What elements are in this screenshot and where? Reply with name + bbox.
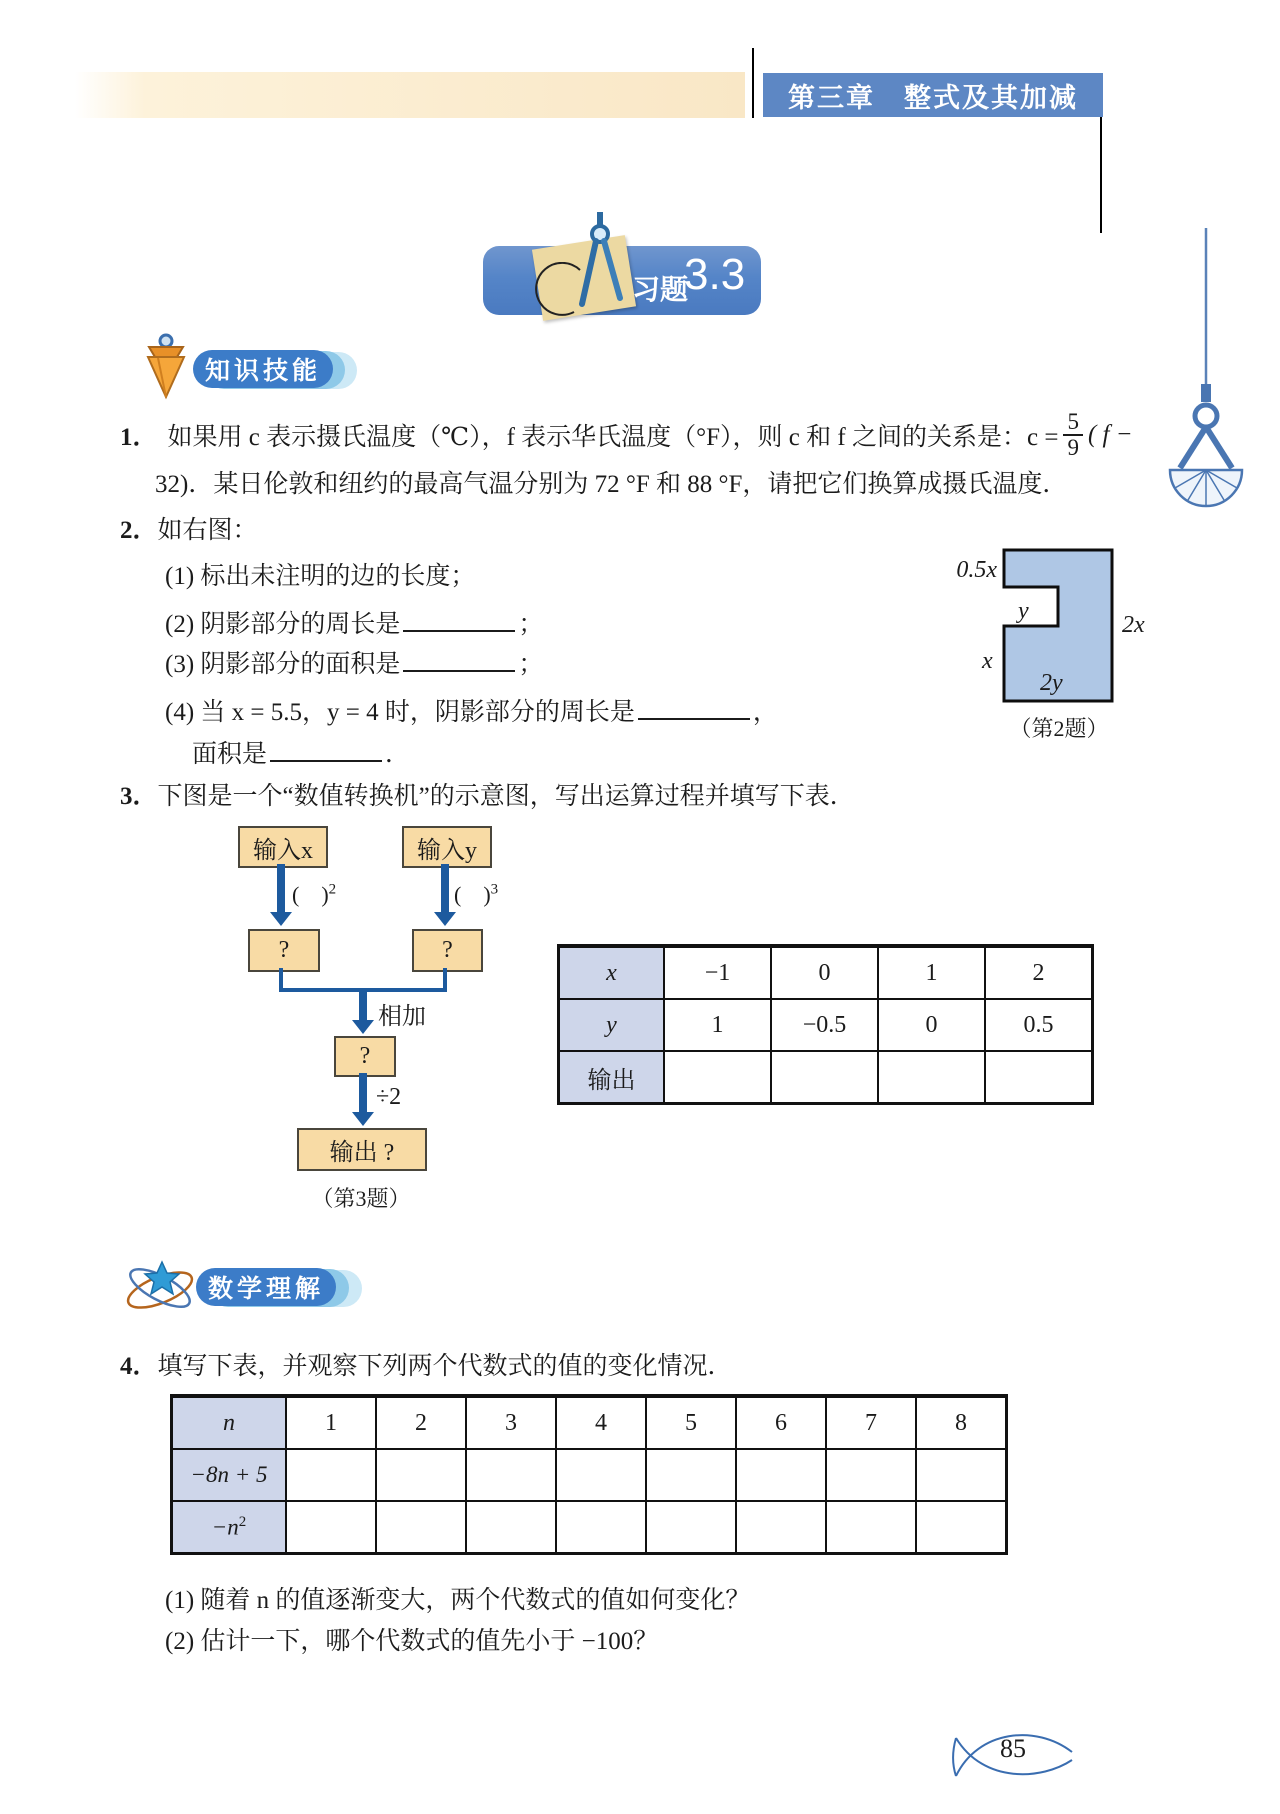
cell — [826, 1449, 916, 1501]
item-punct: ． — [385, 741, 411, 768]
fraction-denominator: 9 — [1067, 435, 1079, 460]
row-header-x: x — [559, 946, 665, 999]
answer-blank — [403, 646, 515, 672]
cell: 4 — [556, 1396, 646, 1449]
problem1-text-a: 如果用 c 表示摄氏温度（℃），f 表示华氏温度（°F），则 c 和 f 之间的关系是：c = — [167, 424, 1059, 451]
flow-divide-label: ÷2 — [376, 1084, 402, 1110]
figure2-caption: （第2题） — [1009, 716, 1109, 741]
flow-input-y-label: 输入y — [417, 837, 477, 864]
flow-arrow-head — [352, 1112, 374, 1126]
problem4-number: 4． — [120, 1353, 158, 1380]
problem1-line2: 32)．某日伦敦和纽约的最高气温分别为 72 °F 和 88 °F，请把它们换算成摄氏温度． — [155, 471, 1068, 498]
understanding-badge — [196, 1268, 336, 1306]
figure-label-bottom-left: x — [982, 648, 993, 674]
flow-cube-label — [454, 878, 498, 909]
problem1-line1 — [120, 408, 1133, 462]
cell — [771, 1051, 878, 1104]
cell — [286, 1501, 376, 1554]
problem2-item4 — [165, 692, 778, 728]
row-header-y: y — [559, 999, 665, 1051]
table-row — [559, 1051, 1093, 1104]
cell: −0.5 — [771, 999, 878, 1051]
cell: 0.5 — [985, 999, 1093, 1051]
cell — [736, 1449, 826, 1501]
chapter-header-bar — [763, 73, 1103, 117]
cell — [466, 1449, 556, 1501]
problem3-intro — [120, 776, 855, 812]
page-number: 85 — [1000, 1734, 1026, 1763]
cell: 1 — [286, 1396, 376, 1449]
flow-question-box-2 — [412, 929, 483, 972]
problem4-q2 — [165, 1621, 658, 1657]
figure-label-bottom: 2y — [1040, 670, 1063, 696]
row-header-expr2 — [172, 1501, 287, 1554]
problem1-number: 1． — [120, 424, 158, 451]
cell: 3 — [466, 1396, 556, 1449]
cell — [646, 1449, 736, 1501]
cell: 5 — [646, 1396, 736, 1449]
plumb-bob-icon — [141, 331, 191, 401]
fraction-five-ninths — [1063, 410, 1083, 460]
cell: 8 — [916, 1396, 1007, 1449]
conversion-table — [557, 944, 1094, 1105]
exercise-number: 3.3 — [684, 250, 746, 299]
problem4-q1 — [165, 1580, 750, 1616]
flow-arrow — [359, 990, 367, 1022]
cell: 6 — [736, 1396, 826, 1449]
cell — [826, 1501, 916, 1554]
square-exp: 2 — [328, 881, 337, 898]
flow-arrow-head — [434, 912, 456, 926]
table-row — [172, 1501, 1007, 1554]
exercise-label: 习题 — [632, 274, 689, 305]
item-label: (1) — [165, 563, 195, 590]
cell — [376, 1449, 466, 1501]
skills-badge-label: 知识技能 — [204, 357, 321, 385]
cube-base: ( ) — [454, 882, 491, 907]
cell: 2 — [985, 946, 1093, 999]
item-text: 随着 n 的值逐渐变大，两个代数式的值如何变化？ — [200, 1587, 751, 1614]
cell — [646, 1501, 736, 1554]
answer-blank — [270, 736, 382, 762]
cell: −1 — [664, 946, 771, 999]
flow-arrow — [359, 1073, 367, 1115]
item-label: (3) — [165, 651, 195, 678]
item-text: 估计一下，哪个代数式的值先小于 −100？ — [200, 1628, 659, 1655]
item-text: 面积是 — [192, 741, 268, 768]
item-label: (2) — [165, 1628, 195, 1655]
problem2-intro — [120, 510, 258, 546]
header-divider-left — [752, 48, 754, 118]
expr2-base: −n — [211, 1514, 239, 1540]
flow-output-box — [297, 1128, 427, 1171]
figure-label-right: 2x — [1122, 612, 1145, 638]
cube-exp: 3 — [490, 881, 499, 898]
compass-icon — [560, 210, 640, 314]
understanding-badge-label: 数学理解 — [207, 1275, 324, 1303]
item-text: 当 x = 5.5，y = 4 时，阴影部分的周长是 — [200, 699, 635, 726]
problem2-item4b — [192, 734, 410, 770]
cell: 7 — [826, 1396, 916, 1449]
flow-question-box-3 — [334, 1036, 396, 1077]
cell — [985, 1051, 1093, 1104]
flow-arrow — [277, 864, 285, 914]
cell — [556, 1449, 646, 1501]
problem3-text: 下图是一个“数值转换机”的示意图，写出运算过程并填写下表． — [157, 783, 855, 810]
flow-input-x-box — [238, 826, 328, 868]
problem4-intro — [120, 1346, 733, 1382]
cell — [376, 1501, 466, 1554]
cell — [878, 1051, 985, 1104]
table-row — [559, 999, 1093, 1051]
item-text: 标出未注明的边的长度； — [200, 563, 476, 590]
item-text: 阴影部分的周长是 — [200, 611, 401, 638]
flow-output-label: 输出 ? — [329, 1140, 395, 1166]
flow-question-box-1 — [248, 929, 320, 972]
cell: 0 — [878, 999, 985, 1051]
question-mark: ? — [442, 937, 453, 963]
problem2-intro-text: 如右图： — [157, 517, 258, 544]
flow-add-label: 相加 — [378, 1004, 426, 1030]
figure-label-notch: y — [1018, 598, 1029, 624]
flow-arrow — [441, 864, 449, 914]
flow-arrow-head — [352, 1020, 374, 1034]
cell: 1 — [878, 946, 985, 999]
figure-label-top-left: 0.5x — [956, 557, 997, 583]
atom-star-icon — [122, 1256, 198, 1320]
item-label: (4) — [165, 699, 195, 726]
cell — [556, 1501, 646, 1554]
item-punct: ； — [518, 651, 544, 678]
table-row — [172, 1449, 1007, 1501]
protractor-compass-icon — [1160, 228, 1255, 508]
fraction-numerator: 5 — [1063, 410, 1083, 436]
flow-input-y-box — [402, 826, 492, 868]
problem2-item2 — [165, 604, 543, 640]
chapter-title: 第三章 整式及其加减 — [788, 82, 1078, 113]
answer-blank — [403, 606, 515, 632]
problem2-number: 2． — [120, 517, 158, 544]
item-label: (2) — [165, 611, 195, 638]
square-base: ( ) — [292, 882, 329, 907]
problem3-number: 3． — [120, 783, 158, 810]
item-text: 阴影部分的面积是 — [200, 651, 401, 678]
expr2-exp: 2 — [238, 1513, 247, 1530]
row-header-output: 输出 — [559, 1051, 665, 1104]
flow-arrow-head — [270, 912, 292, 926]
values-table — [170, 1394, 1008, 1555]
question-mark: ? — [359, 1043, 371, 1069]
item-punct: ； — [518, 611, 544, 638]
problem2-item3 — [165, 644, 543, 680]
table-row — [559, 946, 1093, 999]
table-row — [172, 1396, 1007, 1449]
flow-input-x-label: 输入x — [253, 837, 313, 864]
item-label: (1) — [165, 1587, 195, 1614]
row-header-n: n — [172, 1396, 287, 1449]
header-cream-bar — [75, 72, 745, 118]
problem2-item1 — [165, 556, 475, 592]
row-header-expr1: −8n + 5 — [172, 1449, 287, 1501]
flow-square-label — [292, 878, 336, 909]
cell — [736, 1501, 826, 1554]
cell: 1 — [664, 999, 771, 1051]
answer-blank — [638, 694, 750, 720]
header-divider-right — [1100, 117, 1102, 233]
item-punct: ， — [752, 699, 778, 726]
cell — [916, 1501, 1007, 1554]
problem4-text: 填写下表，并观察下列两个代数式的值的变化情况． — [157, 1353, 733, 1380]
cell: 0 — [771, 946, 878, 999]
skills-badge — [193, 350, 333, 388]
cell — [916, 1449, 1007, 1501]
cell: 2 — [376, 1396, 466, 1449]
cell — [664, 1051, 771, 1104]
question-mark: ? — [278, 937, 290, 963]
problem1-text-b: ( f − — [1087, 421, 1133, 448]
cell — [286, 1449, 376, 1501]
cell — [466, 1501, 556, 1554]
figure3-caption: （第3题） — [311, 1186, 411, 1211]
